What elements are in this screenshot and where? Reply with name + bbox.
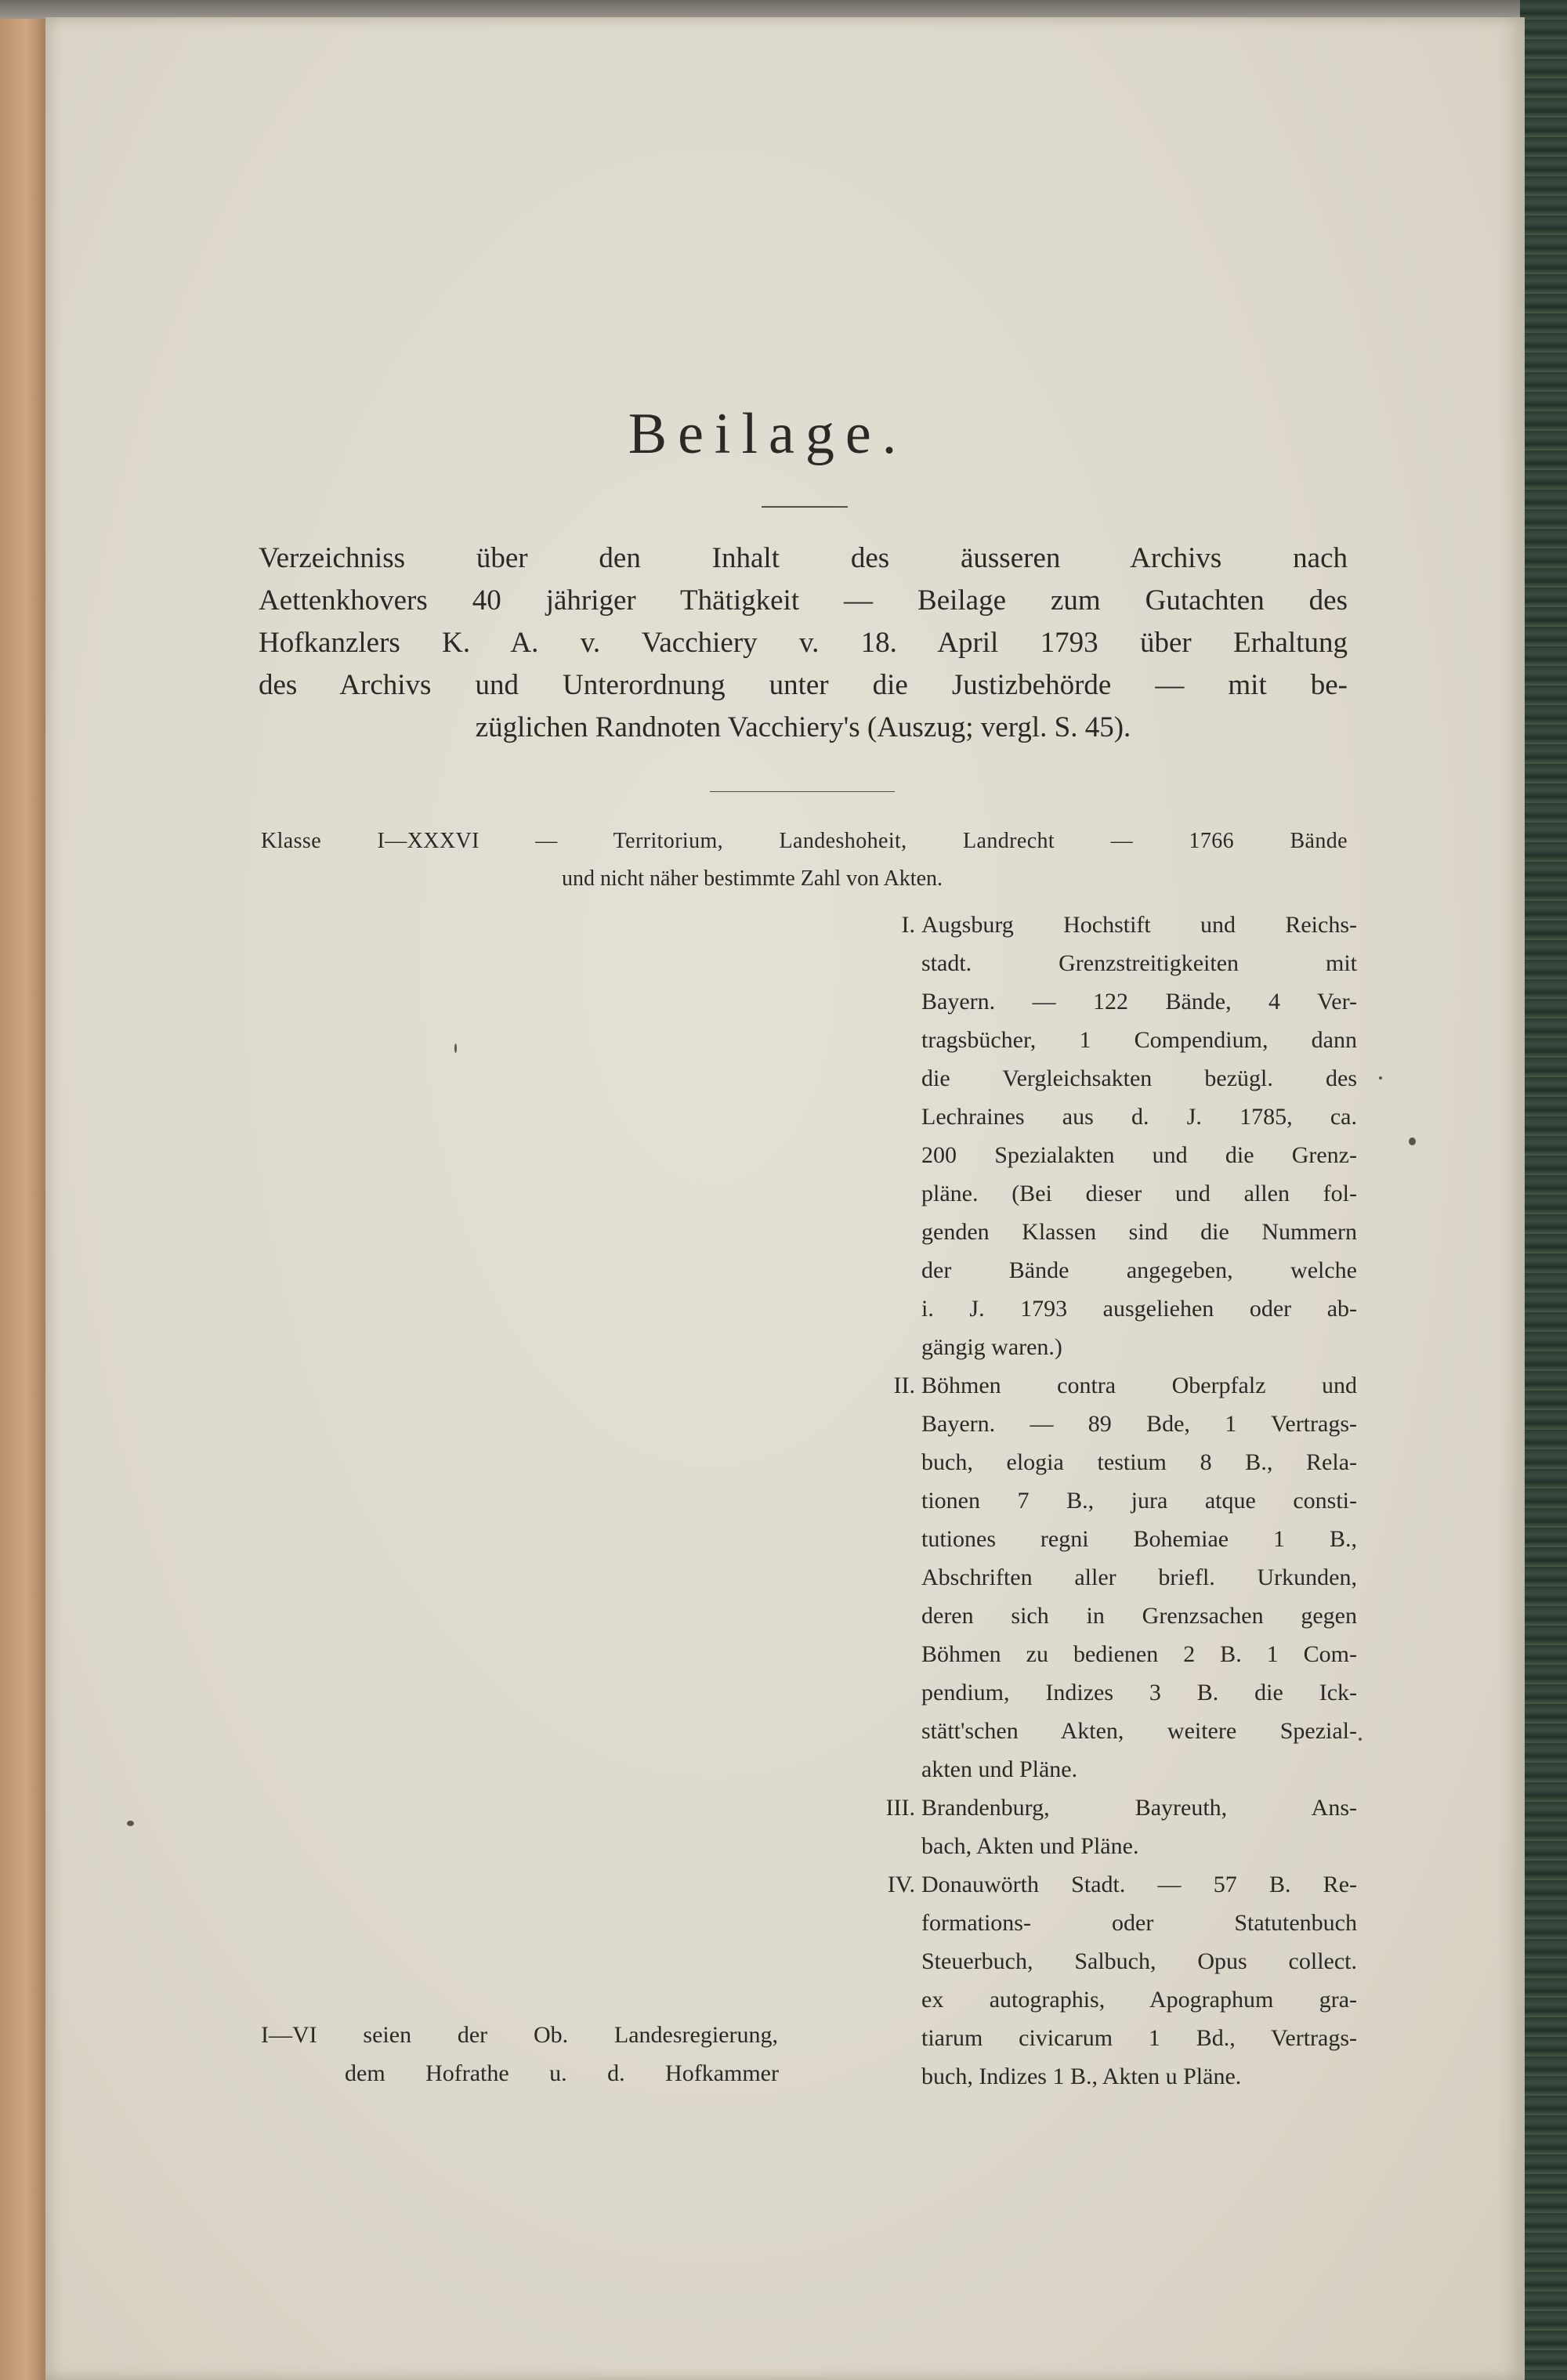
entry-line: tionen 7 B., jura atque consti- bbox=[921, 1488, 1357, 1514]
entry-line: der Bände angegeben, welche bbox=[921, 1257, 1357, 1283]
book-spine-right bbox=[1520, 0, 1567, 2380]
section-divider bbox=[710, 791, 895, 792]
entry-line: akten und Pläne. bbox=[921, 1756, 1078, 1782]
entry-line: Bayern. — 122 Bände, 4 Ver- bbox=[921, 989, 1357, 1015]
entry-item bbox=[856, 1865, 1357, 2096]
klasse-heading-line: und nicht näher bestimmte Zahl von Akten. bbox=[561, 866, 943, 891]
entry-line: pendium, Indizes 3 B. die Ick- bbox=[921, 1680, 1357, 1705]
entry-item bbox=[856, 906, 1357, 1366]
paper-speck bbox=[1359, 1738, 1362, 1741]
entry-line: die Vergleichsakten bezügl. des bbox=[921, 1065, 1357, 1091]
klasse-heading-line: Klasse I—XXXVI — Territorium, Landeshoheit, Landrecht — 1766 Bände bbox=[261, 829, 1348, 853]
intro-line: Aettenkhovers 40 jähriger Thätigkeit — Beilage zum Gutachten des bbox=[259, 584, 1348, 617]
entry-line: tragsbücher, 1 Compendium, dann bbox=[921, 1027, 1357, 1053]
entry-line: deren sich in Grenzsachen gegen bbox=[921, 1603, 1357, 1629]
entry-line: Bayern. — 89 Bde, 1 Vertrags- bbox=[921, 1411, 1357, 1437]
entry-line: Steuerbuch, Salbuch, Opus collect. bbox=[921, 1948, 1357, 1974]
intro-line: züglichen Randnoten Vacchiery's (Auszug; vergl. S. 45). bbox=[475, 711, 1131, 743]
margin-note-line: I—VI seien der Ob. Landesregierung, bbox=[261, 2022, 778, 2048]
entry-line: bach, Akten und Pläne. bbox=[921, 1833, 1139, 1859]
entry-line: Augsburg Hochstift und Reichs- bbox=[921, 912, 1357, 938]
book-edge-left bbox=[0, 0, 49, 2380]
entry-line: ex autographis, Apographum gra- bbox=[921, 1987, 1357, 2013]
paper-speck bbox=[1409, 1138, 1416, 1145]
entry-line: stätt'schen Akten, weitere Spezial- bbox=[921, 1718, 1357, 1744]
entry-item bbox=[856, 1366, 1357, 1789]
entry-line: Böhmen zu bedienen 2 B. 1 Com- bbox=[921, 1641, 1357, 1667]
entry-line: Brandenburg, Bayreuth, Ans- bbox=[921, 1795, 1357, 1821]
margin-note-line: dem Hofrathe u. d. Hofkammer bbox=[345, 2060, 779, 2086]
scan-top-strip bbox=[0, 0, 1567, 19]
entry-line: Böhmen contra Oberpfalz und bbox=[921, 1373, 1357, 1398]
entry-line: tutiones regni Bohemiae 1 B., bbox=[921, 1526, 1357, 1552]
entry-number: III. bbox=[885, 1795, 915, 1821]
entry-line: pläne. (Bei dieser und allen fol- bbox=[921, 1181, 1357, 1206]
entry-line: Abschriften aller briefl. Urkunden, bbox=[921, 1564, 1357, 1590]
entry-list bbox=[856, 906, 1357, 2096]
intro-line: des Archivs und Unterordnung unter die Justizbehörde — mit be- bbox=[259, 669, 1348, 701]
intro-line: Hofkanzlers K. A. v. Vacchiery v. 18. April 1793 über Erhaltung bbox=[259, 627, 1348, 659]
entry-line: buch, elogia testium 8 B., Rela- bbox=[921, 1449, 1357, 1475]
entry-line: formations- oder Statutenbuch bbox=[921, 1910, 1357, 1936]
entry-line: 200 Spezialakten und die Grenz- bbox=[921, 1142, 1357, 1168]
page-title: Beilage. bbox=[628, 402, 908, 466]
entry-line: tiarum civicarum 1 Bd., Vertrags- bbox=[921, 2025, 1357, 2051]
intro-line: Verzeichniss über den Inhalt des äusseren Archivs nach bbox=[259, 542, 1348, 574]
entry-number: I. bbox=[901, 912, 915, 938]
entry-line: i. J. 1793 ausgeliehen oder ab- bbox=[921, 1296, 1357, 1322]
entry-number: II. bbox=[893, 1373, 915, 1398]
paper-speck bbox=[1379, 1076, 1382, 1080]
title-divider bbox=[762, 506, 848, 508]
paper-speck bbox=[454, 1044, 457, 1053]
entry-line: Lechraines aus d. J. 1785, ca. bbox=[921, 1104, 1357, 1130]
entry-line: Donauwörth Stadt. — 57 B. Re- bbox=[921, 1872, 1357, 1897]
entry-line: stadt. Grenzstreitigkeiten mit bbox=[921, 950, 1357, 976]
entry-line: buch, Indizes 1 B., Akten u Pläne. bbox=[921, 2064, 1242, 2089]
entry-line: gängig waren.) bbox=[921, 1334, 1062, 1360]
entry-item bbox=[856, 1789, 1357, 1865]
paper-speck bbox=[127, 1821, 134, 1826]
entry-line: genden Klassen sind die Nummern bbox=[921, 1219, 1357, 1245]
entry-number: IV. bbox=[887, 1872, 915, 1897]
